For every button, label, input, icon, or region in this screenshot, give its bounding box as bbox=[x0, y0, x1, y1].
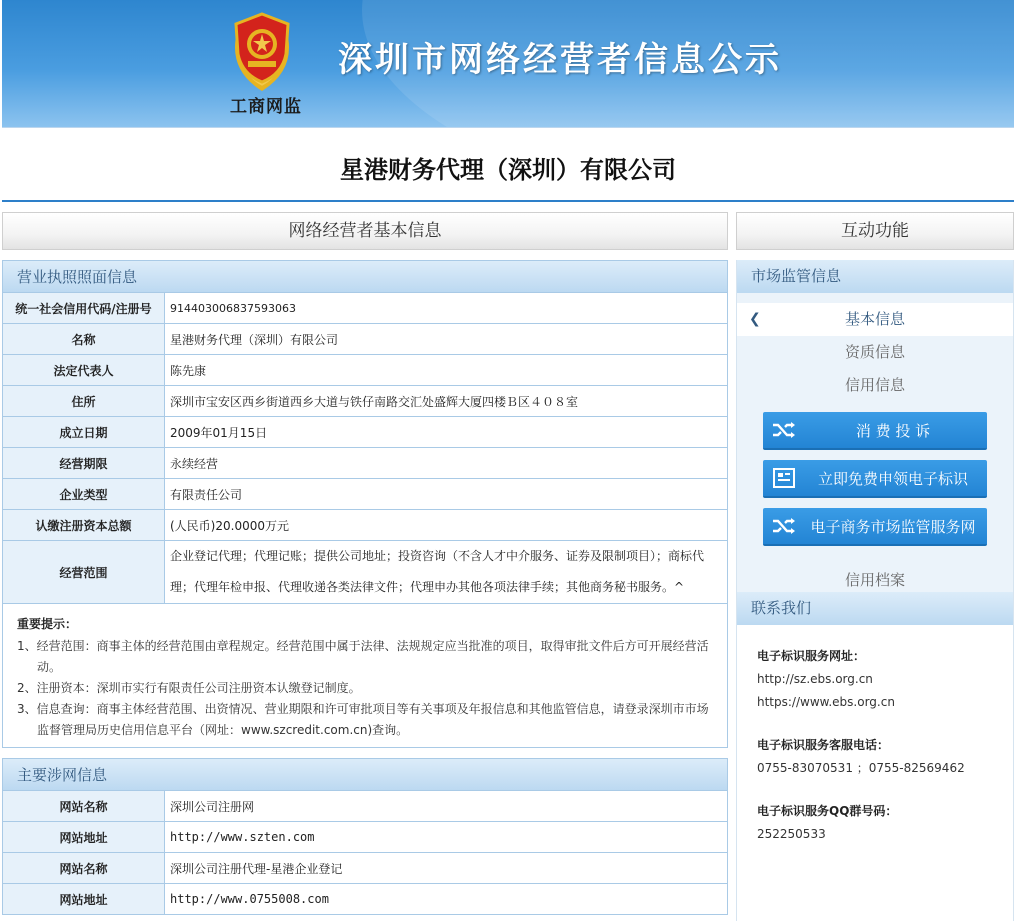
website-link[interactable]: http://www.szten.com bbox=[165, 822, 728, 853]
row-value: 深圳公司注册网 bbox=[165, 791, 728, 822]
consumer-complaint-button[interactable] bbox=[763, 412, 987, 450]
certificate-icon bbox=[763, 468, 805, 488]
license-section-header: 营业执照照面信息 bbox=[2, 260, 728, 292]
web-section-header: 主要涉网信息 bbox=[2, 758, 728, 790]
table-row bbox=[3, 355, 728, 386]
row-value: 有限责任公司 bbox=[165, 479, 728, 510]
ecommerce-service-button[interactable] bbox=[763, 508, 987, 546]
shuffle-icon bbox=[763, 421, 805, 439]
table-row bbox=[3, 853, 728, 884]
table-row bbox=[3, 791, 728, 822]
row-key: 名称 bbox=[3, 324, 165, 355]
row-key: 网站名称 bbox=[3, 791, 165, 822]
table-row bbox=[3, 479, 728, 510]
row-value: 深圳市宝安区西乡街道西乡大道与铁仔南路交汇处盛辉大厦四楼Ｂ区４０８室 bbox=[165, 386, 728, 417]
contact-site-link[interactable]: https://www.ebs.org.cn bbox=[757, 695, 895, 709]
company-name: 星港财务代理（深圳）有限公司 bbox=[2, 130, 1014, 202]
table-row bbox=[3, 324, 728, 355]
nav-credit-info[interactable]: 信用信息 bbox=[844, 376, 905, 394]
right-body bbox=[736, 260, 1014, 921]
apply-e-label-button[interactable] bbox=[763, 460, 987, 498]
emblem-caption: 工商网监 bbox=[230, 97, 302, 117]
notice-title: 重要提示： bbox=[17, 617, 78, 631]
row-key: 经营期限 bbox=[3, 448, 165, 479]
row-key: 住所 bbox=[3, 386, 165, 417]
button-label: 消 费 投 诉 bbox=[855, 421, 931, 440]
row-value: 深圳公司注册代理-星港企业登记 bbox=[165, 853, 728, 884]
button-label: 电子商务市场监管服务网 bbox=[810, 517, 976, 536]
contact-site-link[interactable]: http://sz.ebs.org.cn bbox=[757, 672, 873, 686]
table-row bbox=[3, 293, 728, 324]
row-key: 统一社会信用代码/注册号 bbox=[3, 293, 165, 324]
header-banner bbox=[2, 0, 1014, 128]
notice-item: 3、信息查询：商事主体经营范围、出资情况、营业期限和许可审批项目等有关事项及年报信息和其他监管信息，请登录深圳市市场监督管理局历史信用信息平台（网址：www.szcredit.com.cn)查询。 bbox=[17, 702, 709, 737]
notice-item: 2、注册资本：深圳市实行有限责任公司注册资本认缴登记制度。 bbox=[17, 681, 361, 695]
row-key: 经营范围 bbox=[3, 541, 165, 604]
contact-phone: 0755-83070531 ；0755-82569462 bbox=[757, 761, 965, 775]
contact-section-header: 联系我们 bbox=[737, 592, 1013, 625]
basic-info-title: 网络经营者基本信息 bbox=[2, 212, 728, 250]
row-key: 网站名称 bbox=[3, 853, 165, 884]
contact-site-title: 电子标识服务网址： bbox=[757, 649, 866, 663]
row-value: 永续经营 bbox=[165, 448, 728, 479]
row-key: 网站地址 bbox=[3, 884, 165, 915]
row-value: 陈先康 bbox=[165, 355, 728, 386]
interactive-panel bbox=[736, 212, 1014, 921]
table-row bbox=[3, 541, 728, 604]
table-row bbox=[3, 822, 728, 853]
row-value: (人民币)20.0000万元 bbox=[165, 510, 728, 541]
contact-qq: 252250533 bbox=[757, 827, 826, 841]
button-label: 立即免费申领电子标识 bbox=[817, 469, 968, 488]
emblem-icon bbox=[228, 10, 296, 92]
license-table bbox=[2, 292, 728, 604]
row-value: 2009年01月15日 bbox=[165, 417, 728, 448]
row-key: 认缴注册资本总额 bbox=[3, 510, 165, 541]
web-table bbox=[2, 790, 728, 915]
row-key: 法定代表人 bbox=[3, 355, 165, 386]
nav-qualification-info[interactable]: 资质信息 bbox=[844, 343, 905, 361]
nav-label: 基本信息 bbox=[844, 310, 905, 328]
table-row bbox=[3, 386, 728, 417]
site-title: 深圳市网络经营者信息公示 bbox=[338, 40, 782, 80]
main-info-panel bbox=[2, 212, 728, 915]
contact-info bbox=[737, 625, 1013, 921]
contact-qq-title: 电子标识服务QQ群号码： bbox=[757, 804, 898, 818]
row-value: 星港财务代理（深圳）有限公司 bbox=[165, 324, 728, 355]
nav-credit-archive[interactable]: 信用档案 bbox=[844, 571, 905, 589]
interactive-title: 互动功能 bbox=[736, 212, 1014, 250]
row-value: 企业登记代理；代理记账；提供公司地址；投资咨询（不含人才中介服务、证券及限制项目）；商标代理；代理年检申报、代理收递各类法律文件；代理申办其他各项法律手续；其他商务秘书服务。^ bbox=[165, 541, 728, 604]
row-key: 企业类型 bbox=[3, 479, 165, 510]
row-value: 914403006837593063 bbox=[165, 293, 728, 324]
important-notice bbox=[2, 604, 728, 748]
chevron-left-icon: ❮ bbox=[749, 311, 761, 327]
market-section-header: 市场监管信息 bbox=[737, 260, 1013, 293]
nav-basic-info[interactable] bbox=[737, 303, 1013, 336]
row-key: 网站地址 bbox=[3, 822, 165, 853]
table-row bbox=[3, 448, 728, 479]
shuffle-icon bbox=[763, 517, 805, 535]
website-link[interactable]: http://www.0755008.com bbox=[165, 884, 728, 915]
notice-item: 1、经营范围：商事主体的经营范围由章程规定。经营范围中属于法律、法规规定应当批准的项目，取得审批文件后方可开展经营活动。 bbox=[17, 639, 709, 674]
row-key: 成立日期 bbox=[3, 417, 165, 448]
table-row bbox=[3, 510, 728, 541]
table-row bbox=[3, 417, 728, 448]
contact-phone-title: 电子标识服务客服电话： bbox=[757, 738, 890, 752]
